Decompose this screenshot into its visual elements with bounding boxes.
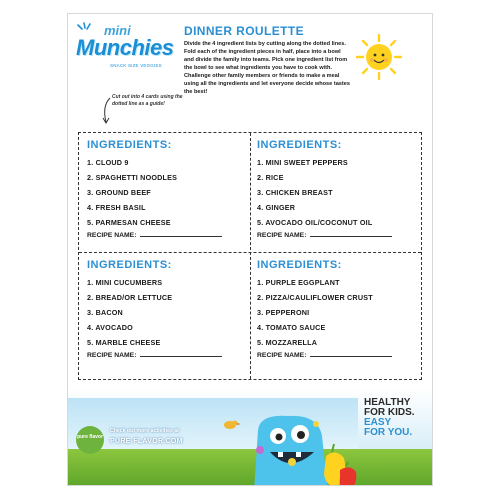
checkout-text: Check out more activities at [110,428,179,434]
list-item: 1. CLOUD 9 [87,158,129,167]
slogan-line: FOR KIDS. [364,407,415,418]
recipe-name-label: RECIPE NAME: [257,352,307,359]
list-item: 2. PIZZA/CAULIFLOWER CRUST [257,293,373,302]
ingredient-list [87,275,249,350]
ingredient-card-1 [87,139,249,251]
ingredient-card-2 [257,139,419,251]
card-heading: INGREDIENTS: [257,259,342,271]
slogan-line: FOR YOU. [364,427,413,438]
ingredient-list [87,155,249,230]
list-item: 4. FRESH BASIL [87,203,146,212]
list-item: 1. MINI CUCUMBERS [87,278,163,287]
instructions-text: Divide the 4 ingredient lists by cutting along the dotted lines. Fold each of the ingredient pieces in half, place into a bowl and divide the family into teams. Pick one ingredient list from the bowl to see what ingredients you have to cook with. Challenge other family members or friends to make a meal using all the ingredients and let everyone decide whose tastes the best! [184,41,350,95]
ingredient-cards-grid [78,132,422,380]
cut-note: Cut out into 4 cards using the dotted line as a guide! [112,94,183,107]
horizontal-cut-line [79,252,421,253]
sparkle-icon [74,21,96,35]
footer-banner [68,388,433,486]
list-item: 4. TOMATO SAUCE [257,323,326,332]
recipe-name-label: RECIPE NAME: [257,232,307,239]
list-item: 3. BACON [87,308,123,317]
bird-icon [218,418,242,430]
list-item: 5. MARBLE CHEESE [87,338,161,347]
list-item: 2. RICE [257,173,284,182]
website-link[interactable]: PURE-FLAVOR.COM [110,438,183,445]
ingredient-card-4 [257,259,419,371]
recipe-name-line [310,230,392,237]
sun-icon [356,34,402,80]
ingredient-list [257,275,419,350]
recipe-name-field [257,230,419,239]
vertical-cut-line [250,133,251,379]
card-heading: INGREDIENTS: [87,139,172,151]
slogan-line: EASY [364,417,392,428]
list-item: 4. AVOCADO [87,323,133,332]
recipe-name-field [257,350,419,359]
list-item: 3. CHICKEN BREAST [257,188,333,197]
list-item: 5. AVOCADO OIL/COCONUT OIL [257,218,373,227]
logo-brand-text: Munchies [76,35,174,60]
recipe-name-line [140,230,222,237]
recipe-name-line [310,350,392,357]
list-item: 3. PEPPERONI [257,308,310,317]
page-title: DINNER ROULETTE [184,24,304,38]
card-heading: INGREDIENTS: [87,259,172,271]
list-item: 3. GROUND BEEF [87,188,151,197]
blue-monster-icon [248,410,358,486]
logo-tagline: SNACK SIZE VEGGIES [110,63,162,68]
recipe-name-field [87,350,249,359]
list-item: 5. MOZZARELLA [257,338,318,347]
mini-munchies-logo [74,21,178,77]
list-item: 1. PURPLE EGGPLANT [257,278,340,287]
list-item: 2. BREAD/OR LETTUCE [87,293,173,302]
list-item: 5. PARMESAN CHEESE [87,218,171,227]
activity-sheet [67,13,433,486]
list-item: 4. GINGER [257,203,296,212]
ingredient-card-3 [87,259,249,371]
list-item: 2. SPAGHETTI NOODLES [87,173,178,182]
card-heading: INGREDIENTS: [257,139,342,151]
ingredient-list [257,155,419,230]
logo-mini-text: mini [104,23,131,38]
slogan [364,398,428,438]
slogan-line: HEALTHY [364,397,411,408]
recipe-name-label: RECIPE NAME: [87,352,137,359]
recipe-name-line [140,350,222,357]
list-item: 1. MINI SWEET PEPPERS [257,158,348,167]
pure-flavor-badge: pure flavor [76,426,104,454]
recipe-name-label: RECIPE NAME: [87,232,137,239]
recipe-name-field [87,230,249,239]
